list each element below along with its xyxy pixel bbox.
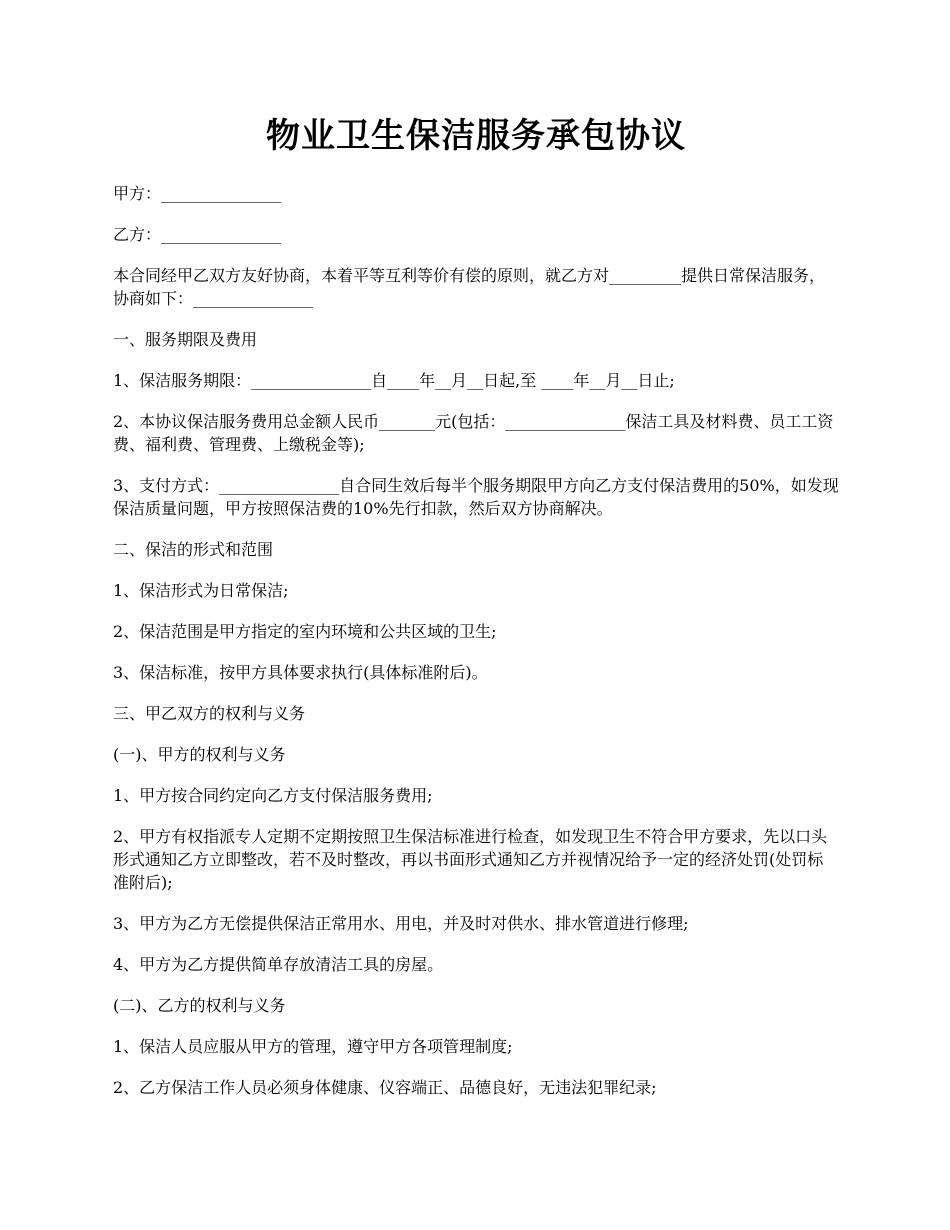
document-title: 物业卫生保洁服务承包协议	[266, 116, 686, 156]
subsection-heading-party-b: (二)、乙方的权利与义务	[113, 996, 286, 1015]
clause-3b-1: 1、保洁人员应服从甲方的管理，遵守甲方各项管理制度;	[113, 1037, 513, 1056]
clause-3b-2: 2、乙方保洁工作人员必须身体健康、仪容端正、品德良好，无违法犯罪纪录;	[113, 1078, 657, 1097]
clause-3a-3: 3、甲方为乙方无偿提供保洁正常用水、用电，并及时对供水、排水管道进行修理;	[113, 914, 689, 933]
clause-1-3: 3、支付方式：_______________自合同生效后每半个服务期限甲方向乙方支付保洁费用的50%，如发现保洁质量问题，甲方按照保洁费的10%先行扣款，然后双方协商解决。	[113, 476, 839, 518]
clause-3a-4: 4、甲方为乙方提供简单存放清洁工具的房屋。	[113, 955, 444, 974]
clause-2-2: 2、保洁范围是甲方指定的室内环境和公共区域的卫生;	[113, 622, 497, 641]
clause-3a-2: 2、甲方有权指派专人定期不定期按照卫生保洁标准进行检查，如发现卫生不符合甲方要求，先以口头形式通知乙方立即整改，若不及时整改，再以书面形式通知乙方并视情况给予一定的经济处罚(处罚标准附后);	[113, 827, 828, 892]
clause-2-1: 1、保洁形式为日常保洁;	[113, 581, 289, 600]
section-heading-1: 一、服务期限及费用	[113, 330, 258, 349]
preamble-paragraph: 本合同经甲乙双方友好协商，本着平等互利等价有偿的原则，就乙方对_________提供日常保洁服务，协商如下：_______________	[113, 266, 826, 308]
clause-1-2: 2、本协议保洁服务费用总金额人民币_______元(包括：_______________保洁工具及材料费、员工工资费、福利费、管理费、上缴税金等);	[113, 412, 834, 454]
clause-1-1: 1、保洁服务期限：_______________自____年__月__日起,至 ____年__月__日止;	[113, 371, 675, 390]
clause-2-3: 3、保洁标准，按甲方具体要求执行(具体标准附后)。	[113, 663, 488, 682]
section-heading-2: 二、保洁的形式和范围	[113, 540, 274, 559]
clause-3a-1: 1、甲方按合同约定向乙方支付保洁服务费用;	[113, 786, 433, 805]
party-a-line: 甲方：_______________	[113, 184, 282, 203]
party-b-line: 乙方：_______________	[113, 225, 282, 244]
document-page	[113, 112, 839, 1117]
subsection-heading-party-a: (一)、甲方的权利与义务	[113, 745, 286, 764]
section-heading-3: 三、甲乙双方的权利与义务	[113, 704, 306, 723]
